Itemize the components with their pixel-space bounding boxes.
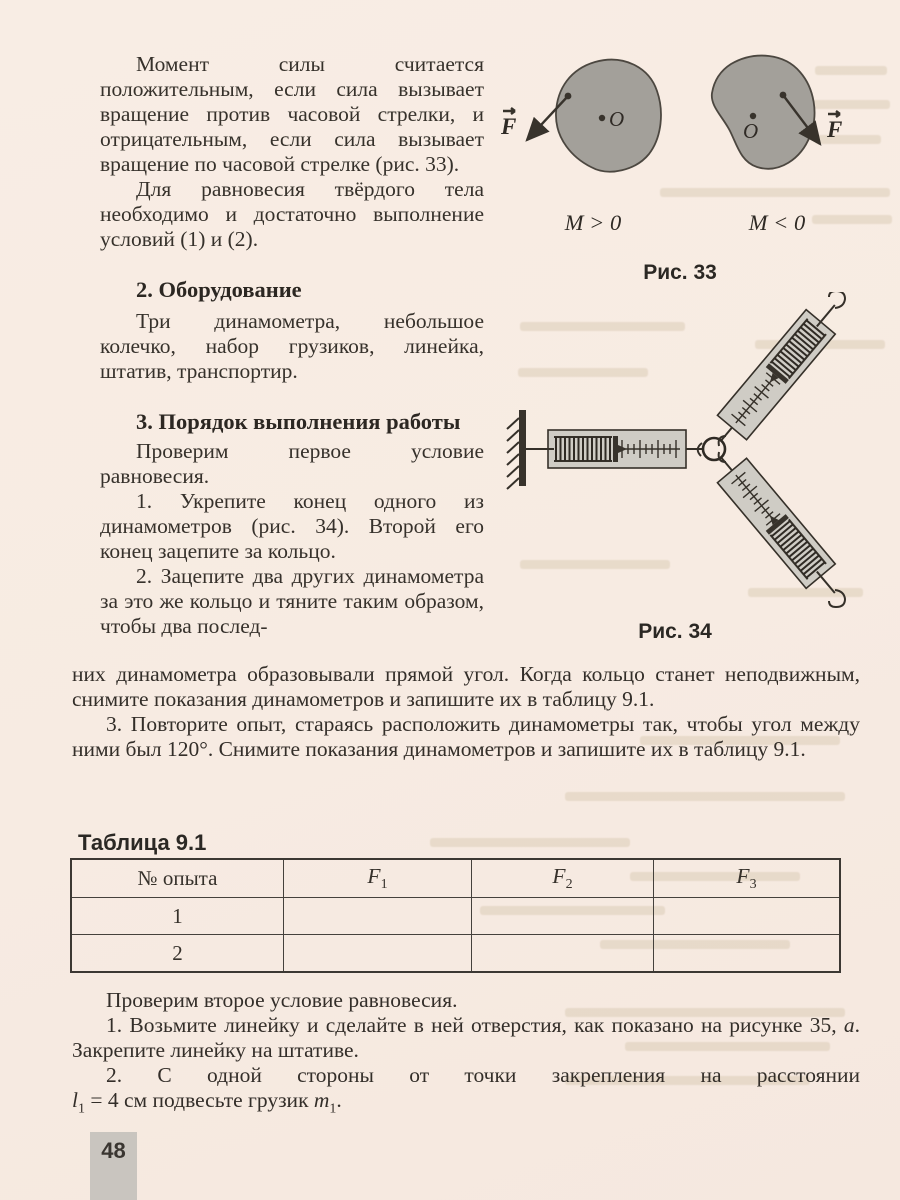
dynamometer-horizontal bbox=[526, 430, 704, 468]
part2-step-2-formula: $l_1 = 4$ см подвесьте грузик $m_1$. bbox=[72, 1088, 342, 1117]
intro-paragraph-2: Для равновесия твёрдого тела необходимо и достаточно выполнение условий (1) и (2). bbox=[100, 177, 484, 251]
part2-step-1: 1. Возьмите линейку и сделайте в ней отверстия, как показано на рисунке 35, а. Закрепите линейку на штативе. bbox=[72, 1013, 860, 1062]
column-header-f2: $F_2$ bbox=[472, 859, 654, 898]
force-label: F bbox=[827, 117, 843, 142]
second-condition-block bbox=[72, 988, 860, 1121]
column-header-f3: $F_3$ bbox=[654, 859, 841, 898]
column-header-experiment: № опыта bbox=[71, 859, 284, 898]
hook-icon bbox=[829, 590, 845, 607]
empty-cell bbox=[654, 898, 841, 935]
show-through-mark bbox=[430, 838, 630, 847]
moment-negative-label: M < 0 bbox=[748, 210, 806, 235]
experiment-number-cell: 1 bbox=[71, 898, 284, 935]
page-number: 48 bbox=[101, 1138, 126, 1163]
force-label: F bbox=[501, 114, 517, 139]
procedure-step-1: 1. Укрепите конец одного из динамометров (рис. 34). Второй его конец зацепите за кольцо. bbox=[100, 489, 484, 563]
dynamometer-upper bbox=[706, 293, 850, 454]
figure-34-dynamometers bbox=[505, 292, 900, 614]
hook-icon bbox=[829, 292, 845, 308]
table-row bbox=[71, 898, 840, 935]
section-equipment-heading: 2. Оборудование bbox=[136, 277, 302, 302]
central-ring bbox=[703, 438, 725, 460]
figure-letter-a: а bbox=[843, 1013, 855, 1037]
table-row bbox=[71, 935, 840, 973]
procedure-step-3: 3. Повторите опыт, стараясь расположить динамометры так, чтобы угол между ними был 120°. Снимите показания динамометров и запишите их в таблицу 9.1. bbox=[72, 712, 860, 761]
moment-positive-label: M > 0 bbox=[564, 210, 622, 235]
dynamometer-lower bbox=[706, 444, 850, 605]
point-o-label: O bbox=[609, 107, 625, 131]
point-o-label: O bbox=[743, 119, 759, 143]
figure-33-caption: Рис. 33 bbox=[643, 261, 717, 284]
wall-mount bbox=[507, 410, 526, 489]
empty-cell bbox=[284, 898, 472, 935]
table-title: Таблица 9.1 bbox=[78, 830, 207, 855]
part2-step-2: 2. С одной стороны от точки закрепления на расстоянии bbox=[106, 1063, 860, 1087]
empty-cell bbox=[472, 898, 654, 935]
column-header-f1: $F_1$ bbox=[284, 859, 472, 898]
empty-cell bbox=[472, 935, 654, 973]
table-header-row bbox=[71, 859, 840, 898]
procedure-intro: Проверим первое условие равновесия. bbox=[100, 439, 484, 488]
body-negative-moment bbox=[712, 56, 815, 169]
experiment-number-cell: 2 bbox=[71, 935, 284, 973]
procedure-step-2-wide: них динамометра образовывали прямой угол. Когда кольцо станет неподвижным, снимите показания динамометров и запишите их в таблицу 9.1. bbox=[72, 662, 860, 711]
center-dot bbox=[599, 115, 605, 121]
empty-cell bbox=[654, 935, 841, 973]
intro-paragraph-1: Момент силы считается положительным, если сила вызывает вращение против часовой стрелки, и отрицательным, если сила вызывает вращение по часовой стрелке (рис. 33). bbox=[100, 52, 484, 176]
procedure-step-2-narrow: 2. Зацепите два других динамометра за это же кольцо и тяните таким образом, чтобы два послед- bbox=[100, 564, 484, 638]
empty-cell bbox=[284, 935, 472, 973]
page-number-strip bbox=[90, 1132, 137, 1200]
section-procedure-heading: 3. Порядок выполнения работы bbox=[136, 409, 461, 434]
left-column bbox=[100, 52, 484, 639]
procedure-continuation bbox=[72, 662, 860, 762]
equipment-list: Три динамометра, небольшое колечко, набор грузиков, линейка, штатив, транспортир. bbox=[100, 309, 484, 383]
figure-34-caption: Рис. 34 bbox=[638, 620, 712, 643]
table-9-1 bbox=[70, 858, 841, 973]
show-through-mark bbox=[565, 792, 845, 801]
part2-intro: Проверим второе условие равновесия. bbox=[106, 988, 458, 1012]
